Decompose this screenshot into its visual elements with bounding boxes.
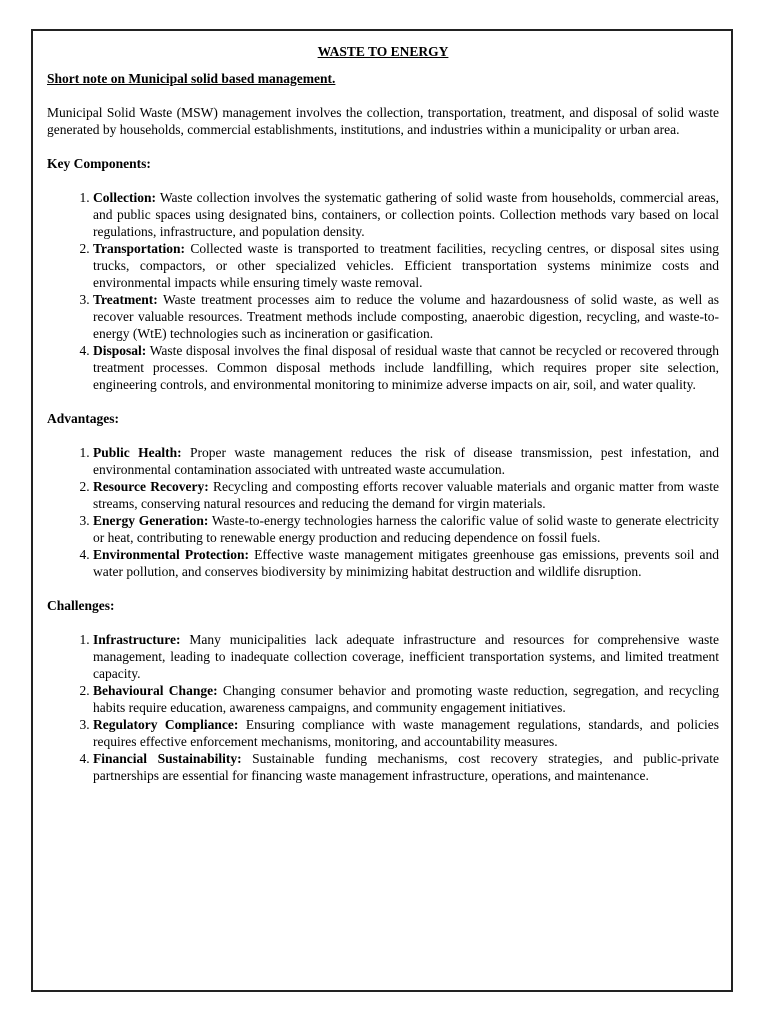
item-term: Treatment: [93, 292, 158, 307]
list-item [93, 682, 719, 716]
item-term: Public Health: [93, 445, 182, 460]
item-text: Waste-to-energy technologies harness the calorific value of solid waste to generate electricity or heat, contributing to renewable energy production and reducing dependence on fossil fuels. [93, 513, 719, 545]
list-item [93, 240, 719, 291]
item-term: Disposal: [93, 343, 147, 358]
list-item [93, 189, 719, 240]
challenges-list [47, 631, 719, 784]
item-text: Waste treatment processes aim to reduce the volume and hazardousness of solid waste, as well as recover valuable resources. Treatment methods include composting, anaerobic digestion, recycling, and waste-to-energy (WtE) technologies such as incineration or gasification. [93, 292, 719, 341]
section-heading-key-components: Key Components: [47, 156, 151, 171]
section-heading-challenges: Challenges: [47, 598, 115, 613]
list-item [93, 546, 719, 580]
item-term: Financial Sustainability: [93, 751, 242, 766]
list-item [93, 478, 719, 512]
section-heading-advantages: Advantages: [47, 411, 120, 426]
list-item [93, 291, 719, 342]
document-title: WASTE TO ENERGY [317, 44, 449, 59]
item-text: Waste disposal involves the final disposal of residual waste that cannot be recycled or recovered through treatment processes. Common disposal methods include landfilling, which requires proper site selection, engineering controls, and environmental monitoring to minimize adverse impacts on air, soil, and water quality. [93, 343, 719, 392]
item-text: Waste collection involves the systematic gathering of solid waste from households, commercial areas, and public spaces using designated bins, containers, or collection points. Collection methods vary based on local regulations, infrastructure, and population density. [93, 190, 719, 239]
item-term: Collection: [93, 190, 156, 205]
item-term: Energy Generation: [93, 513, 209, 528]
item-text: Sustainable funding mechanisms, cost recovery strategies, and public-private partnerships are essential for financing waste management infrastructure, operations, and maintenance. [93, 751, 719, 783]
item-term: Resource Recovery: [93, 479, 209, 494]
item-text: Recycling and composting efforts recover valuable materials and organic matter from waste streams, conserving natural resources and reducing the demand for virgin materials. [93, 479, 720, 511]
list-item [93, 512, 719, 546]
item-text: Many municipalities lack adequate infrastructure and resources for comprehensive waste management, leading to inadequate collection coverage, inefficient transportation systems, and limited treatment capacity. [93, 632, 720, 681]
list-item [93, 342, 719, 393]
list-item [93, 750, 719, 784]
document-content [47, 43, 719, 801]
item-term: Regulatory Compliance: [93, 717, 239, 732]
item-term: Behavioural Change: [93, 683, 218, 698]
intro-paragraph: Municipal Solid Waste (MSW) management involves the collection, transportation, treatment, and disposal of solid waste generated by households, commercial establishments, institutions, and industries within a municipality or urban area. [47, 105, 719, 137]
item-text: Changing consumer behavior and promoting waste reduction, segregation, and recycling habits require education, awareness campaigns, and community engagement initiatives. [93, 683, 720, 715]
document-subtitle: Short note on Municipal solid based management. [47, 71, 336, 86]
document-page [31, 29, 733, 992]
list-item [93, 631, 719, 682]
key-components-list [47, 189, 719, 393]
item-term: Environmental Protection: [93, 547, 250, 562]
advantages-list [47, 444, 719, 580]
item-term: Transportation: [93, 241, 186, 256]
list-item [93, 444, 719, 478]
list-item [93, 716, 719, 750]
item-text: Proper waste management reduces the risk of disease transmission, pest infestation, and environmental contamination associated with untreated waste accumulation. [93, 445, 720, 477]
item-text: Ensuring compliance with waste management regulations, standards, and policies requires effective enforcement mechanisms, monitoring, and accountability measures. [93, 717, 720, 749]
item-text: Effective waste management mitigates greenhouse gas emissions, prevents soil and water pollution, and conserves biodiversity by minimizing habitat destruction and wildlife disruption. [93, 547, 719, 579]
item-term: Infrastructure: [93, 632, 181, 647]
item-text: Collected waste is transported to treatment facilities, recycling centres, or disposal sites using trucks, compactors, or other specialized vehicles. Efficient transportation systems minimize costs and environmental impacts while ensuring timely waste removal. [93, 241, 719, 290]
